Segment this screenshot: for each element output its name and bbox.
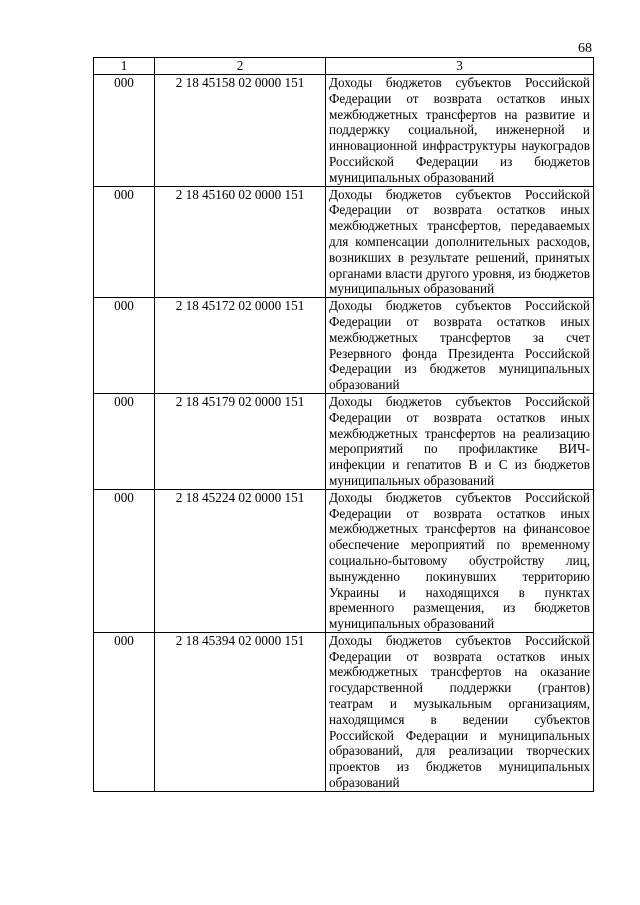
table-row — [94, 489, 594, 632]
budget-code-cell: 2 18 45179 02 0000 151 — [155, 393, 326, 489]
column-header-2: 2 — [155, 58, 326, 75]
admin-code-cell: 000 — [94, 75, 155, 187]
admin-code-cell: 000 — [94, 298, 155, 394]
table-row — [94, 393, 594, 489]
description-cell: Доходы бюджетов субъектов Российской Федерации от возврата остатков иных межбюджетных трансфертов на реализацию мероприятий по профилактике ВИЧ-инфекции и гепатитов B и C из бюджетов муниципальных образований — [326, 393, 594, 489]
table-row — [94, 632, 594, 791]
column-header-1: 1 — [94, 58, 155, 75]
budget-code-cell: 2 18 45172 02 0000 151 — [155, 298, 326, 394]
revenue-codes-table — [93, 57, 594, 792]
description-cell: Доходы бюджетов субъектов Российской Федерации от возврата остатков иных межбюджетных трансфертов, передаваемых для компенсации дополнительных расходов, возникших в результате решений, принятых органами власти другого уровня, из бюджетов муниципальных образований — [326, 186, 594, 298]
description-cell: Доходы бюджетов субъектов Российской Федерации от возврата остатков иных межбюджетных трансфертов на финансовое обеспечение мероприятий по временному социально-бытовому обустройству лиц, вынужденно покинувших территорию Украины и находящихся в пунктах временного размещения, из бюджетов муниципальных образований — [326, 489, 594, 632]
description-cell: Доходы бюджетов субъектов Российской Федерации от возврата остатков иных межбюджетных трансфертов на оказание государственной поддержки (грантов) театрам и музыкальным организациям, находящимся в ведении субъектов Российской Федерации и муниципальных образований, для реализации творческих проектов из бюджетов муниципальных образований — [326, 632, 594, 791]
description-cell: Доходы бюджетов субъектов Российской Федерации от возврата остатков иных межбюджетных трансфертов за счет Резервного фонда Президента Российской Федерации из бюджетов муниципальных образований — [326, 298, 594, 394]
admin-code-cell: 000 — [94, 489, 155, 632]
budget-code-cell: 2 18 45394 02 0000 151 — [155, 632, 326, 791]
page-number: 68 — [578, 41, 592, 56]
admin-code-cell: 000 — [94, 186, 155, 298]
budget-code-cell: 2 18 45224 02 0000 151 — [155, 489, 326, 632]
column-header-3: 3 — [326, 58, 594, 75]
description-cell: Доходы бюджетов субъектов Российской Федерации от возврата остатков иных межбюджетных трансфертов на развитие и поддержку социальной, инженерной и инновационной инфраструктуры наукоградов Российской Федерации из бюджетов муниципальных образований — [326, 75, 594, 187]
table-row — [94, 186, 594, 298]
admin-code-cell: 000 — [94, 632, 155, 791]
table-row — [94, 298, 594, 394]
budget-code-cell: 2 18 45160 02 0000 151 — [155, 186, 326, 298]
table-row — [94, 75, 594, 187]
budget-code-cell: 2 18 45158 02 0000 151 — [155, 75, 326, 187]
table-header-row — [94, 58, 594, 75]
admin-code-cell: 000 — [94, 393, 155, 489]
